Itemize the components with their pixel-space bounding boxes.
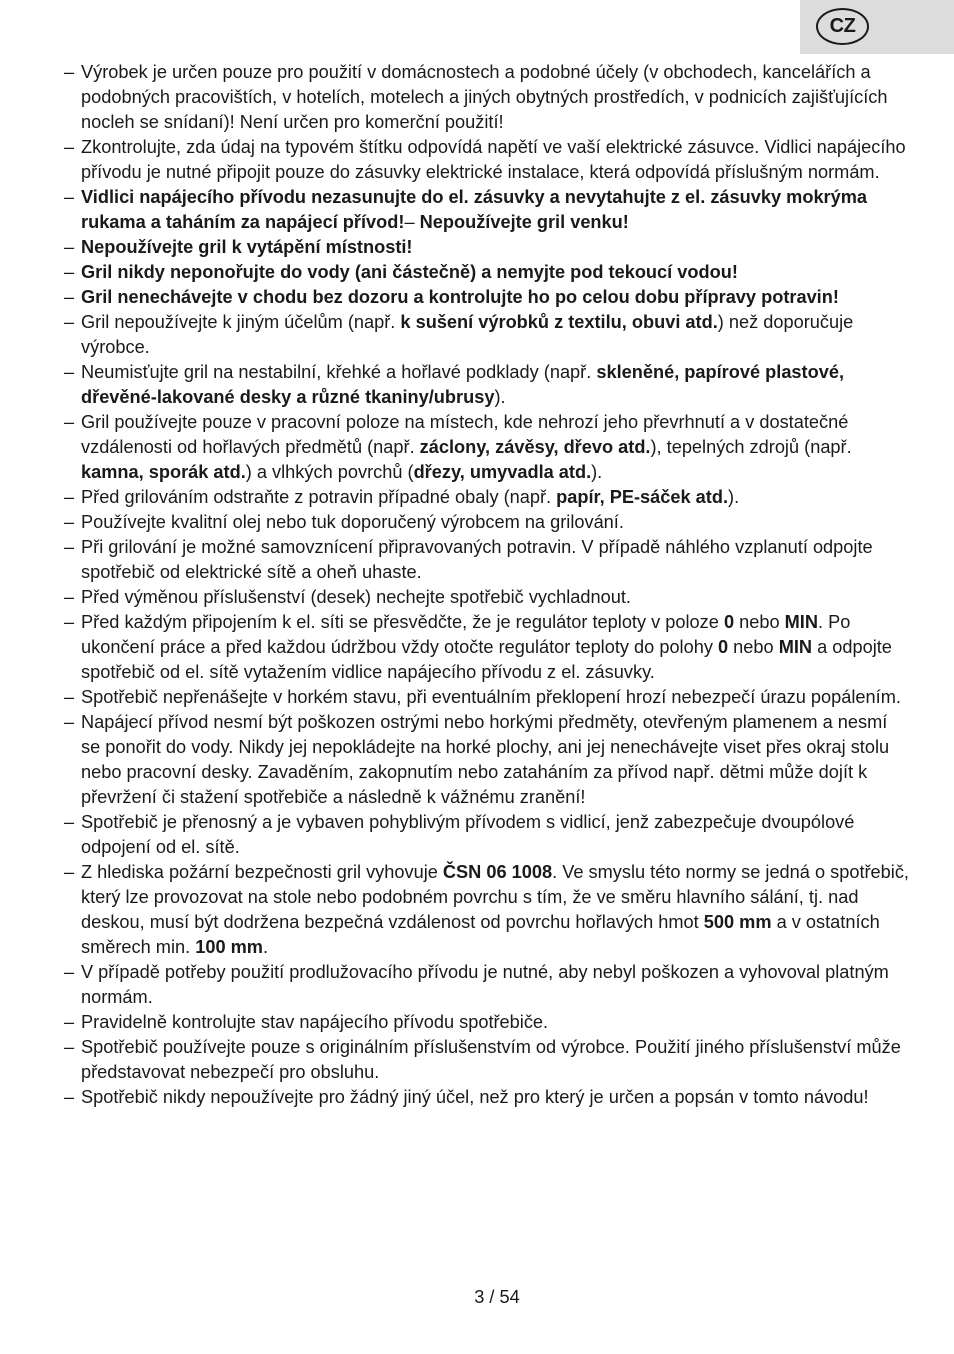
page-footer [0,1285,954,1310]
list-dash: – [64,512,75,532]
instruction-text [81,310,910,360]
bold-text: 0 [717,637,729,657]
instruction-item [64,685,910,710]
instruction-item [64,410,910,485]
instruction-text [81,135,910,185]
instruction-item [64,1085,910,1110]
instruction-item [64,235,910,260]
text-run: Spotřebič je přenosný a je vybaven pohyblivým přívodem s vidlicí, jenž zabezpečuje dvoupólové odpojení od el. sítě. [81,812,855,857]
instruction-text [81,485,910,510]
text-run: Pravidelně kontrolujte stav napájecího přívodu spotřebiče. [81,1012,549,1032]
instruction-item [64,285,910,310]
text-run: Zkontrolujte, zda údaj na typovém štítku odpovídá napětí ve vaší elektrické zásuvce. Vidlici napájecího přívodu je nutné připojit pouze do zásuvky elektrické instalace, která odpovídá příslušným normám. [81,137,906,182]
text-run: Při grilování je možné samovznícení připravovaných potravin. V případě náhlého vzplanutí odpojte spotřebič od elektrické sítě a oheň uhaste. [81,537,873,582]
list-dash: – [64,262,75,282]
text-run: ) než doporučuje výrobce. [81,312,854,357]
instruction-text [81,960,910,1010]
text-run: a odpojte spotřebič od el. sítě vytažením vidlice napájecího přívodu z el. zásuvky. [81,637,892,682]
bold-text: MIN [778,637,813,657]
total-pages: 54 [499,1287,520,1307]
list-dash: – [64,312,75,332]
instruction-text [81,510,910,535]
instruction-text [81,585,910,610]
text-run: Spotřebič nepřenášejte v horkém stavu, při eventuálním překlopení hrozí nebezpečí úrazu popálením. [81,687,901,707]
text-run: ). [728,487,740,507]
bold-text: kamna, sporák atd. [81,462,246,482]
instruction-text [81,285,910,310]
instruction-item [64,360,910,410]
page-number: 3 [474,1287,485,1307]
text-run: Z hlediska požární bezpečnosti gril vyhovuje [81,862,443,882]
bold-text: Vidlici napájecího přívodu nezasunujte do el. zásuvky a nevytahujte z el. zásuvky mokrýma rukama a taháním za napájecí přívod! [81,187,868,232]
instruction-item [64,535,910,585]
instruction-item [64,310,910,360]
instruction-text [81,1010,910,1035]
instruction-text [81,1085,910,1110]
text-run: . [262,937,269,957]
instruction-item [64,1010,910,1035]
instruction-text [81,535,910,585]
text-run: V případě potřeby použití prodlužovacího přívodu je nutné, aby nebyl poškozen a vyhovoval platným normám. [81,962,889,1007]
instruction-item [64,810,910,860]
instruction-item [64,60,910,135]
bold-text: 0 [723,612,735,632]
text-run: a v ostatních směrech min. [81,912,880,957]
list-dash: – [64,712,75,732]
bold-text: k sušení výrobků z textilu, obuvi atd. [400,312,718,332]
instruction-item [64,135,910,185]
list-dash: – [64,187,75,207]
instruction-text [81,360,910,410]
text-run: Před každým připojením k el. síti se přesvědčte, že je regulátor teploty v poloze [81,612,724,632]
text-run: . Ve smyslu této normy se jedná o spotřebič, který lze provozovat na stole nebo podobném povrchu s tím, že ve směru hlavního sálání, tj. nad deskou, musí být dodržena bezpečná vzdálenost od povrchu hořlavých hmot [81,862,909,932]
list-dash: – [64,137,75,157]
text-run: ), tepelných zdrojů (např. [650,437,852,457]
text-run: Výrobek je určen pouze pro použití v domácnostech a podobné účely (v obchodech, kancelářích a podobných pracovištích, v hotelích, motelech a jiných obytných prostředích, v podnicích zajišťujících nocleh se snídaní)! Není určen pro komerční použití! [81,62,888,132]
list-dash: – [64,487,75,507]
list-dash: – [64,962,75,982]
list-dash: – [64,362,75,382]
instruction-text [81,1035,910,1085]
list-dash: – [64,287,75,307]
instruction-text [81,860,910,960]
instruction-text [81,235,910,260]
bold-text: Gril nikdy neponořujte do vody (ani částečně) a nemyjte pod tekoucí vodou! [81,262,738,282]
bold-text: 500 mm [703,912,772,932]
instruction-item [64,510,910,535]
language-tab [800,0,954,54]
bold-text: 100 mm [195,937,263,957]
instruction-item [64,1035,910,1085]
text-run: Spotřebič používejte pouze s originálním příslušenstvím od výrobce. Použití jiného příslušenství může představovat nebezpečí pro obsluhu. [81,1037,901,1082]
text-run: Používejte kvalitní olej nebo tuk doporučený výrobcem na grilování. [81,512,624,532]
text-run: Napájecí přívod nesmí být poškozen ostrými nebo horkými předměty, otevřeným plamenem a nesmí se ponořit do vody. Nikdy jej nepokládejte na horké plochy, ani jej nenechávejte viset přes okraj stolu nebo pracovní desky. Zavaděním, zakopnutím nebo zataháním za přívod např. dětmi může dojít k převržení či stažení spotřebiče a následně k vážnému zranění! [81,712,890,807]
bold-text: dřezy, umyvadla atd. [413,462,592,482]
text-run: Neumisťujte gril na nestabilní, křehké a hořlavé podklady (např. [81,362,597,382]
list-dash: – [64,537,75,557]
text-run: Před grilováním odstraňte z potravin případné obaly (např. [81,487,557,507]
list-dash: – [64,862,75,882]
list-dash: – [64,237,75,257]
list-dash: – [64,587,75,607]
list-dash: – [64,812,75,832]
list-dash: – [64,687,75,707]
instruction-text [81,410,910,485]
instruction-item [64,610,910,685]
instruction-text [81,260,910,285]
instruction-item [64,260,910,285]
page-separator: / [484,1287,500,1307]
instruction-item [64,860,910,960]
instruction-item [64,710,910,810]
text-run: Před výměnou příslušenství (desek) nechejte spotřebič vychladnout. [81,587,631,607]
instruction-item [64,185,910,235]
bold-text: papír, PE-sáček atd. [556,487,729,507]
list-dash: – [64,1012,75,1032]
list-dash: – [64,1037,75,1057]
text-run: nebo [734,612,785,632]
bold-text: Nepoužívejte gril k vytápění místnosti! [81,237,413,257]
bold-text: Nepoužívejte gril venku! [419,212,629,232]
bold-text: záclony, závěsy, dřevo atd. [419,437,651,457]
list-dash: – [64,62,75,82]
instruction-text [81,810,910,860]
text-run: ). [591,462,603,482]
instruction-text [81,60,910,135]
bold-text: ČSN 06 1008 [442,862,553,882]
safety-instructions-list [64,60,910,1110]
bold-text: MIN [784,612,818,632]
text-run: Spotřebič nikdy nepoužívejte pro žádný jiný účel, než pro který je určen a popsán v tomto návodu! [81,1087,869,1107]
text-run: nebo [728,637,779,657]
bold-text: Gril nenechávejte v chodu bez dozoru a kontrolujte ho po celou dobu přípravy potravin! [81,287,839,307]
bold-text: skleněné, papírové plastové, dřevěné-lakované desky a různé tkaniny/ubrusy [81,362,844,407]
instruction-text [81,610,910,685]
list-dash: – [64,412,75,432]
list-dash: – [64,612,75,632]
list-dash: – [64,1087,75,1107]
language-badge: CZ [816,8,869,45]
instruction-item [64,585,910,610]
instruction-item [64,960,910,1010]
text-run: ). [494,387,506,407]
instruction-text [81,710,910,810]
text-run: Gril používejte pouze v pracovní poloze na místech, kde nehrozí jeho převrhnutí a v dostatečné vzdálenosti od hořlavých předmětů (např. [81,412,849,457]
instruction-text [81,685,910,710]
instruction-text [81,185,910,235]
text-run: Gril nepoužívejte k jiným účelům (např. [81,312,401,332]
instruction-item [64,485,910,510]
text-run: . Po ukončení práce a před každou údržbou vždy otočte regulátor teploty do polohy [81,612,851,657]
text-run: – [404,212,420,232]
text-run: ) a vlhkých povrchů ( [245,462,414,482]
